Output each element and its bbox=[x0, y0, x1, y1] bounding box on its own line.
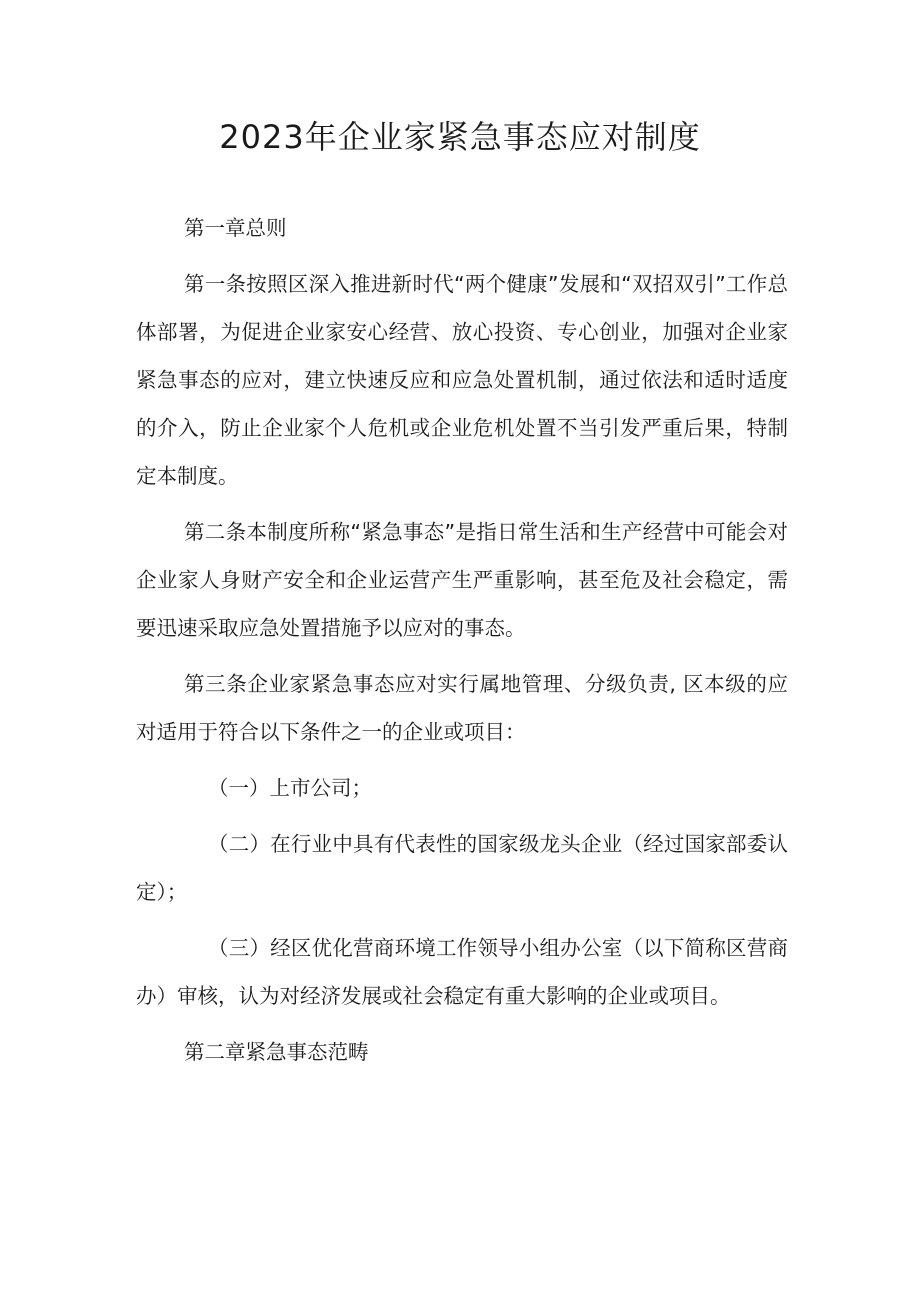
list-item-2: （二）在行业中具有代表性的国家级龙头企业（经过国家部委认定）； bbox=[136, 832, 788, 904]
article-3: 第三条企业家紧急事态应对实行属地管理、分级负责, 区本级的应对适用于符合以下条件之一的企业或项目： bbox=[136, 672, 788, 744]
list-item-3: （三）经区优化营商环境工作领导小组办公室（以下简称区营商办）审核，认为对经济发展或社会稳定有重大影响的企业或项目。 bbox=[136, 936, 788, 1008]
article-1: 第一条按照区深入推进新时代“两个健康”发展和“双招双引”工作总体部署，为促进企业家安心经营、放心投资、专心创业，加强对企业家紧急事态的应对，建立快速反应和应急处置机制，通过依法和适时适度的介入，防止企业家个人危机或企业危机处置不当引发严重后果，特制定本制度。 bbox=[136, 272, 788, 488]
chapter-heading-1: 第一章总则 bbox=[184, 216, 287, 240]
article-2: 第二条本制度所称“紧急事态”是指日常生活和生产经营中可能会对企业家人身财产安全和企业运营产生严重影响，甚至危及社会稳定，需要迅速采取应急处置措施予以应对的事态。 bbox=[136, 520, 788, 640]
document-title: 2023年企业家紧急事态应对制度 bbox=[219, 118, 701, 156]
chapter-heading-2: 第二章紧急事态范畴 bbox=[184, 1040, 369, 1064]
document-body bbox=[136, 204, 788, 1076]
list-item-1: （一）上市公司； bbox=[208, 776, 372, 800]
